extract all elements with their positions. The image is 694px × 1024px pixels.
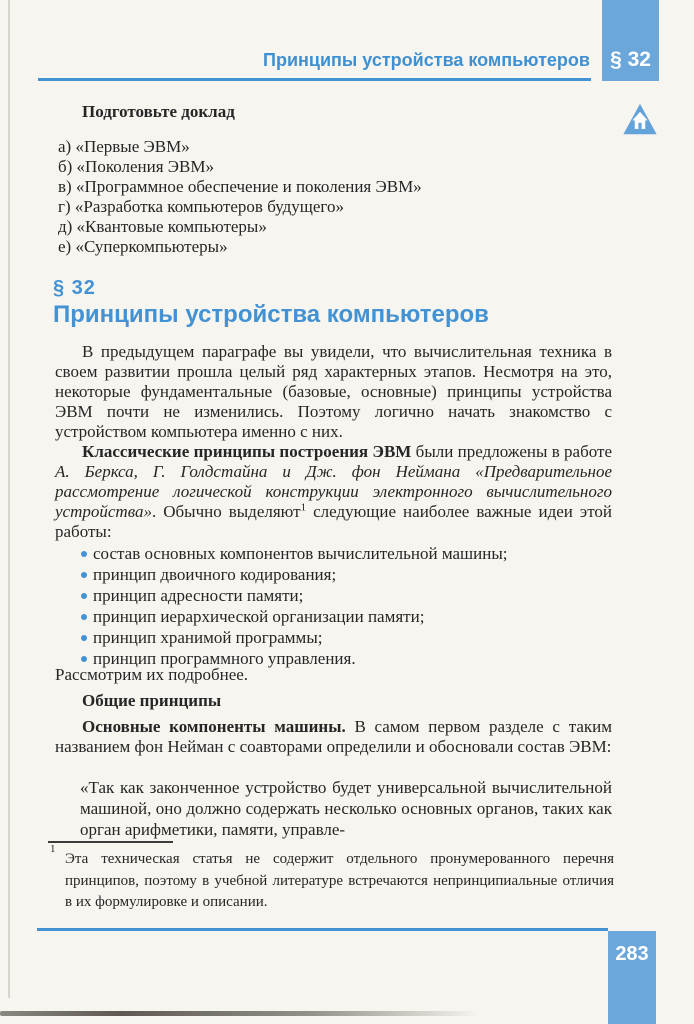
page-edge-line	[8, 0, 10, 998]
footnote: 1 Эта техническая статья не содержит отдельного пронумерованного перечня принципов, поэтому в учебной литературе встречаются непринципиальные отличия в их формулировке и описании.	[50, 843, 614, 910]
list-item-text: состав основных компонентов вычислительной машины;	[93, 544, 508, 563]
footer-rule	[37, 928, 608, 931]
section-number: § 32	[53, 277, 96, 299]
list-item	[55, 585, 612, 606]
list-item: а) «Первые ЭВМ»	[58, 137, 190, 156]
classic-after-text: . Обычно выделяют	[151, 502, 301, 521]
footnote-text: Эта техническая статья не содержит отдельного пронумерованного перечня принципов, поэтому в учебной литературе встречаются непринципиальные отличия в их формулировке и описании.	[65, 851, 614, 910]
page-number: 283	[608, 931, 656, 1024]
von-neumann-quote: «Так как законченное устройство будет универсальной вычислительной машиной, оно должно содержать несколько основных органов, таких как орган арифметики, памяти, управле-	[80, 778, 612, 839]
report-list	[58, 137, 422, 257]
bullet-icon	[81, 551, 87, 557]
list-item: б) «Поколения ЭВМ»	[58, 157, 214, 176]
page-bottom-shadow	[0, 1011, 480, 1016]
list-item	[55, 627, 612, 648]
list-item	[55, 543, 612, 564]
list-item: в) «Программное обеспечение и поколения ЭВМ»	[58, 177, 422, 196]
intro-paragraph: В предыдущем параграфе вы увидели, что вычислительная техника в своем развитии прошла целый ряд характерных этапов. Несмотря на это, некоторые фундаментальные (базовые, основные) принципы устройства ЭВМ почти не изменились. Поэтому логично начать знакомство с устройством компьютера именно с них.	[55, 342, 612, 441]
list-item: е) «Суперкомпьютеры»	[58, 237, 228, 256]
classic-mid-text: были предложены в работе	[411, 442, 613, 461]
bullet-icon	[81, 656, 87, 662]
list-item-text: принцип хранимой программы;	[93, 628, 323, 647]
list-item-text: принцип программного управления.	[93, 649, 356, 668]
bullet-icon	[81, 593, 87, 599]
bullet-icon	[81, 572, 87, 578]
list-item: д) «Квантовые компьютеры»	[58, 217, 267, 236]
components-paragraph	[55, 717, 612, 757]
subsection-heading: Общие принципы	[82, 691, 222, 710]
list-outro-text: Рассмотрим их подробнее.	[55, 665, 249, 684]
principles-list	[55, 543, 612, 669]
section-title: Принципы устройства компьютеров	[53, 301, 489, 328]
list-item-text: принцип адресности памяти;	[93, 586, 304, 605]
home-icon	[621, 100, 659, 138]
classic-lead-bold: Классические принципы построения ЭВМ	[82, 442, 412, 461]
classic-principles-paragraph	[55, 442, 612, 542]
list-item-text: принцип иерархической организации памяти;	[93, 607, 425, 626]
classic-tail-text: следующие наиболее важные идеи этой работы:	[55, 502, 612, 541]
footnote-reference: 1	[300, 501, 307, 514]
list-item: г) «Разработка компьютеров будущего»	[58, 197, 344, 216]
bullet-icon	[81, 614, 87, 620]
list-item	[55, 606, 612, 627]
list-item-text: принцип двоичного кодирования;	[93, 565, 337, 584]
report-heading: Подготовьте доклад	[82, 102, 235, 121]
paragraph-badge: § 32	[602, 0, 659, 81]
classic-work-title: А. Беркса, Г. Голдстайна и Дж. фон Неймана «Предварительное рассмотрение логической конструкции электронного вычислительного устройства»	[55, 462, 612, 521]
footnote-separator	[48, 841, 173, 843]
header-rule	[38, 78, 591, 81]
bullet-icon	[81, 635, 87, 641]
list-item	[55, 564, 612, 585]
components-text: В самом первом разделе с таким названием фон Нейман с соавторами определили и обосновали состав ЭВМ:	[55, 717, 613, 756]
running-header: Принципы устройства компьютеров	[263, 50, 590, 70]
components-lead-bold: Основные компоненты машины.	[82, 717, 346, 736]
